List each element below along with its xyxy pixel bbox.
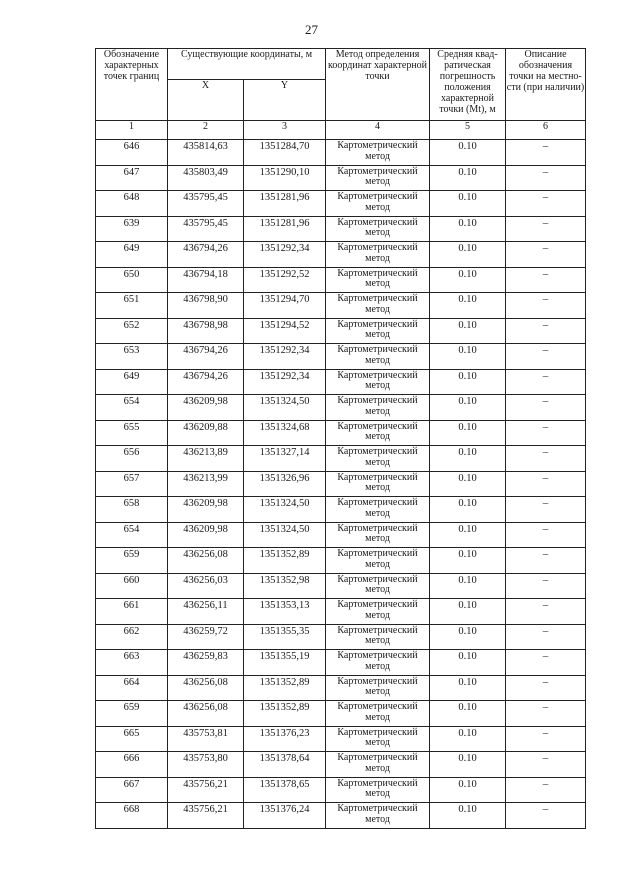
method-cell: Картометрический метод bbox=[326, 548, 430, 574]
y-coordinate-cell: 1351378,65 bbox=[244, 777, 326, 803]
y-coordinate-cell: 1351294,70 bbox=[244, 293, 326, 319]
method-cell: Картометрический метод bbox=[326, 446, 430, 472]
method-cell: Картометрический метод bbox=[326, 471, 430, 497]
header-y: Y bbox=[244, 80, 326, 121]
table-row bbox=[96, 165, 586, 191]
description-cell: – bbox=[506, 497, 586, 523]
table-row bbox=[96, 497, 586, 523]
description-cell: – bbox=[506, 191, 586, 217]
accuracy-cell: 0.10 bbox=[430, 573, 506, 599]
y-coordinate-cell: 1351292,52 bbox=[244, 267, 326, 293]
accuracy-cell: 0.10 bbox=[430, 216, 506, 242]
description-cell: – bbox=[506, 777, 586, 803]
table-row bbox=[96, 369, 586, 395]
column-number: 3 bbox=[244, 121, 326, 140]
accuracy-cell: 0.10 bbox=[430, 165, 506, 191]
header-coordinates: Существующие координаты, м bbox=[168, 49, 326, 80]
point-number-cell: 650 bbox=[96, 267, 168, 293]
method-cell: Картометрический метод bbox=[326, 165, 430, 191]
table-row bbox=[96, 548, 586, 574]
point-number-cell: 665 bbox=[96, 726, 168, 752]
y-coordinate-cell: 1351378,64 bbox=[244, 752, 326, 778]
accuracy-cell: 0.10 bbox=[430, 803, 506, 829]
method-cell: Картометрический метод bbox=[326, 599, 430, 625]
description-cell: – bbox=[506, 471, 586, 497]
description-cell: – bbox=[506, 726, 586, 752]
table-row bbox=[96, 191, 586, 217]
description-cell: – bbox=[506, 165, 586, 191]
description-cell: – bbox=[506, 318, 586, 344]
accuracy-cell: 0.10 bbox=[430, 191, 506, 217]
description-cell: – bbox=[506, 701, 586, 727]
x-coordinate-cell: 436798,90 bbox=[168, 293, 244, 319]
method-cell: Картометрический метод bbox=[326, 624, 430, 650]
table-row bbox=[96, 624, 586, 650]
point-number-cell: 661 bbox=[96, 599, 168, 625]
description-cell: – bbox=[506, 522, 586, 548]
accuracy-cell: 0.10 bbox=[430, 293, 506, 319]
y-coordinate-cell: 1351281,96 bbox=[244, 191, 326, 217]
method-cell: Картометрический метод bbox=[326, 191, 430, 217]
point-number-cell: 649 bbox=[96, 242, 168, 268]
x-coordinate-cell: 436256,08 bbox=[168, 675, 244, 701]
table-row bbox=[96, 395, 586, 421]
point-number-cell: 639 bbox=[96, 216, 168, 242]
table-row bbox=[96, 650, 586, 676]
description-cell: – bbox=[506, 420, 586, 446]
table-row bbox=[96, 803, 586, 829]
x-coordinate-cell: 436209,88 bbox=[168, 420, 244, 446]
y-coordinate-cell: 1351324,50 bbox=[244, 522, 326, 548]
x-coordinate-cell: 435795,45 bbox=[168, 191, 244, 217]
y-coordinate-cell: 1351294,52 bbox=[244, 318, 326, 344]
point-number-cell: 653 bbox=[96, 344, 168, 370]
y-coordinate-cell: 1351352,89 bbox=[244, 701, 326, 727]
point-number-cell: 657 bbox=[96, 471, 168, 497]
accuracy-cell: 0.10 bbox=[430, 701, 506, 727]
y-coordinate-cell: 1351352,89 bbox=[244, 675, 326, 701]
table-row bbox=[96, 242, 586, 268]
method-cell: Картометрический метод bbox=[326, 216, 430, 242]
method-cell: Картометрический метод bbox=[326, 344, 430, 370]
page-number: 27 bbox=[305, 22, 318, 37]
y-coordinate-cell: 1351281,96 bbox=[244, 216, 326, 242]
x-coordinate-cell: 436209,98 bbox=[168, 522, 244, 548]
table-row bbox=[96, 599, 586, 625]
table-row bbox=[96, 471, 586, 497]
table-row bbox=[96, 701, 586, 727]
header-row bbox=[96, 49, 586, 80]
accuracy-cell: 0.10 bbox=[430, 471, 506, 497]
description-cell: – bbox=[506, 624, 586, 650]
table-row bbox=[96, 216, 586, 242]
description-cell: – bbox=[506, 548, 586, 574]
table-row bbox=[96, 420, 586, 446]
accuracy-cell: 0.10 bbox=[430, 522, 506, 548]
table-row bbox=[96, 726, 586, 752]
table-row bbox=[96, 293, 586, 319]
point-number-cell: 659 bbox=[96, 548, 168, 574]
description-cell: – bbox=[506, 446, 586, 472]
point-number-cell: 660 bbox=[96, 573, 168, 599]
table-body bbox=[96, 140, 586, 829]
method-cell: Картометрический метод bbox=[326, 293, 430, 319]
description-cell: – bbox=[506, 599, 586, 625]
y-coordinate-cell: 1351292,34 bbox=[244, 242, 326, 268]
table-row bbox=[96, 777, 586, 803]
description-cell: – bbox=[506, 675, 586, 701]
point-number-cell: 662 bbox=[96, 624, 168, 650]
x-coordinate-cell: 436213,89 bbox=[168, 446, 244, 472]
y-coordinate-cell: 1351352,98 bbox=[244, 573, 326, 599]
point-number-cell: 659 bbox=[96, 701, 168, 727]
x-coordinate-cell: 436794,26 bbox=[168, 242, 244, 268]
description-cell: – bbox=[506, 650, 586, 676]
description-cell: – bbox=[506, 369, 586, 395]
x-coordinate-cell: 436209,98 bbox=[168, 395, 244, 421]
header-x: X bbox=[168, 80, 244, 121]
method-cell: Картометрический метод bbox=[326, 140, 430, 166]
x-coordinate-cell: 435814,63 bbox=[168, 140, 244, 166]
point-number-cell: 664 bbox=[96, 675, 168, 701]
x-coordinate-cell: 436798,98 bbox=[168, 318, 244, 344]
x-coordinate-cell: 435756,21 bbox=[168, 777, 244, 803]
column-number: 5 bbox=[430, 121, 506, 140]
accuracy-cell: 0.10 bbox=[430, 140, 506, 166]
point-number-cell: 647 bbox=[96, 165, 168, 191]
point-number-cell: 654 bbox=[96, 395, 168, 421]
point-number-cell: 668 bbox=[96, 803, 168, 829]
x-coordinate-cell: 436794,26 bbox=[168, 369, 244, 395]
method-cell: Картометрический метод bbox=[326, 369, 430, 395]
accuracy-cell: 0.10 bbox=[430, 497, 506, 523]
column-number: 6 bbox=[506, 121, 586, 140]
method-cell: Картометрический метод bbox=[326, 395, 430, 421]
accuracy-cell: 0.10 bbox=[430, 395, 506, 421]
header-accuracy: Средняя квад-ратическая погрешность положения характерной точки (Mt), м bbox=[430, 49, 506, 121]
method-cell: Картометрический метод bbox=[326, 267, 430, 293]
accuracy-cell: 0.10 bbox=[430, 344, 506, 370]
method-cell: Картометрический метод bbox=[326, 318, 430, 344]
x-coordinate-cell: 436256,03 bbox=[168, 573, 244, 599]
point-number-cell: 646 bbox=[96, 140, 168, 166]
method-cell: Картометрический метод bbox=[326, 777, 430, 803]
point-number-cell: 656 bbox=[96, 446, 168, 472]
y-coordinate-cell: 1351284,70 bbox=[244, 140, 326, 166]
x-coordinate-cell: 436213,99 bbox=[168, 471, 244, 497]
description-cell: – bbox=[506, 803, 586, 829]
y-coordinate-cell: 1351326,96 bbox=[244, 471, 326, 497]
y-coordinate-cell: 1351292,34 bbox=[244, 344, 326, 370]
method-cell: Картометрический метод bbox=[326, 522, 430, 548]
table-row bbox=[96, 140, 586, 166]
y-coordinate-cell: 1351290,10 bbox=[244, 165, 326, 191]
description-cell: – bbox=[506, 752, 586, 778]
y-coordinate-cell: 1351324,50 bbox=[244, 497, 326, 523]
accuracy-cell: 0.10 bbox=[430, 369, 506, 395]
coordinates-table bbox=[95, 48, 586, 829]
column-number-row bbox=[96, 121, 586, 140]
x-coordinate-cell: 436209,98 bbox=[168, 497, 244, 523]
table-row bbox=[96, 344, 586, 370]
x-coordinate-cell: 436256,11 bbox=[168, 599, 244, 625]
method-cell: Картометрический метод bbox=[326, 803, 430, 829]
point-number-cell: 658 bbox=[96, 497, 168, 523]
accuracy-cell: 0.10 bbox=[430, 650, 506, 676]
accuracy-cell: 0.10 bbox=[430, 548, 506, 574]
x-coordinate-cell: 436259,83 bbox=[168, 650, 244, 676]
table-row bbox=[96, 675, 586, 701]
y-coordinate-cell: 1351327,14 bbox=[244, 446, 326, 472]
accuracy-cell: 0.10 bbox=[430, 242, 506, 268]
point-number-cell: 651 bbox=[96, 293, 168, 319]
accuracy-cell: 0.10 bbox=[430, 752, 506, 778]
point-number-cell: 655 bbox=[96, 420, 168, 446]
accuracy-cell: 0.10 bbox=[430, 726, 506, 752]
description-cell: – bbox=[506, 395, 586, 421]
y-coordinate-cell: 1351324,68 bbox=[244, 420, 326, 446]
header-method: Метод определения координат характерной точки bbox=[326, 49, 430, 121]
column-number: 2 bbox=[168, 121, 244, 140]
method-cell: Картометрический метод bbox=[326, 573, 430, 599]
description-cell: – bbox=[506, 293, 586, 319]
x-coordinate-cell: 436794,18 bbox=[168, 267, 244, 293]
method-cell: Картометрический метод bbox=[326, 752, 430, 778]
point-number-cell: 654 bbox=[96, 522, 168, 548]
accuracy-cell: 0.10 bbox=[430, 318, 506, 344]
description-cell: – bbox=[506, 140, 586, 166]
method-cell: Картометрический метод bbox=[326, 420, 430, 446]
table-row bbox=[96, 752, 586, 778]
y-coordinate-cell: 1351376,24 bbox=[244, 803, 326, 829]
table-row bbox=[96, 522, 586, 548]
y-coordinate-cell: 1351376,23 bbox=[244, 726, 326, 752]
table-row bbox=[96, 267, 586, 293]
x-coordinate-cell: 436256,08 bbox=[168, 548, 244, 574]
accuracy-cell: 0.10 bbox=[430, 420, 506, 446]
point-number-cell: 667 bbox=[96, 777, 168, 803]
method-cell: Картометрический метод bbox=[326, 701, 430, 727]
method-cell: Картометрический метод bbox=[326, 650, 430, 676]
accuracy-cell: 0.10 bbox=[430, 624, 506, 650]
accuracy-cell: 0.10 bbox=[430, 446, 506, 472]
y-coordinate-cell: 1351353,13 bbox=[244, 599, 326, 625]
description-cell: – bbox=[506, 216, 586, 242]
table-row bbox=[96, 318, 586, 344]
x-coordinate-cell: 436794,26 bbox=[168, 344, 244, 370]
x-coordinate-cell: 435803,49 bbox=[168, 165, 244, 191]
header-point-designation: Обозначение характерных точек границ bbox=[96, 49, 168, 121]
x-coordinate-cell: 435756,21 bbox=[168, 803, 244, 829]
accuracy-cell: 0.10 bbox=[430, 267, 506, 293]
x-coordinate-cell: 435753,81 bbox=[168, 726, 244, 752]
point-number-cell: 649 bbox=[96, 369, 168, 395]
description-cell: – bbox=[506, 242, 586, 268]
method-cell: Картометрический метод bbox=[326, 242, 430, 268]
method-cell: Картометрический метод bbox=[326, 497, 430, 523]
accuracy-cell: 0.10 bbox=[430, 599, 506, 625]
description-cell: – bbox=[506, 267, 586, 293]
x-coordinate-cell: 435753,80 bbox=[168, 752, 244, 778]
point-number-cell: 663 bbox=[96, 650, 168, 676]
y-coordinate-cell: 1351352,89 bbox=[244, 548, 326, 574]
method-cell: Картометрический метод bbox=[326, 726, 430, 752]
table-row bbox=[96, 573, 586, 599]
column-number: 1 bbox=[96, 121, 168, 140]
method-cell: Картометрический метод bbox=[326, 675, 430, 701]
column-number: 4 bbox=[326, 121, 430, 140]
table-row bbox=[96, 446, 586, 472]
point-number-cell: 666 bbox=[96, 752, 168, 778]
description-cell: – bbox=[506, 344, 586, 370]
point-number-cell: 648 bbox=[96, 191, 168, 217]
y-coordinate-cell: 1351324,50 bbox=[244, 395, 326, 421]
description-cell: – bbox=[506, 573, 586, 599]
header-description: Описание обозначения точки на местно-сти (при наличии) bbox=[506, 49, 586, 121]
y-coordinate-cell: 1351355,35 bbox=[244, 624, 326, 650]
accuracy-cell: 0.10 bbox=[430, 675, 506, 701]
x-coordinate-cell: 436259,72 bbox=[168, 624, 244, 650]
y-coordinate-cell: 1351355,19 bbox=[244, 650, 326, 676]
x-coordinate-cell: 436256,08 bbox=[168, 701, 244, 727]
x-coordinate-cell: 435795,45 bbox=[168, 216, 244, 242]
accuracy-cell: 0.10 bbox=[430, 777, 506, 803]
y-coordinate-cell: 1351292,34 bbox=[244, 369, 326, 395]
point-number-cell: 652 bbox=[96, 318, 168, 344]
